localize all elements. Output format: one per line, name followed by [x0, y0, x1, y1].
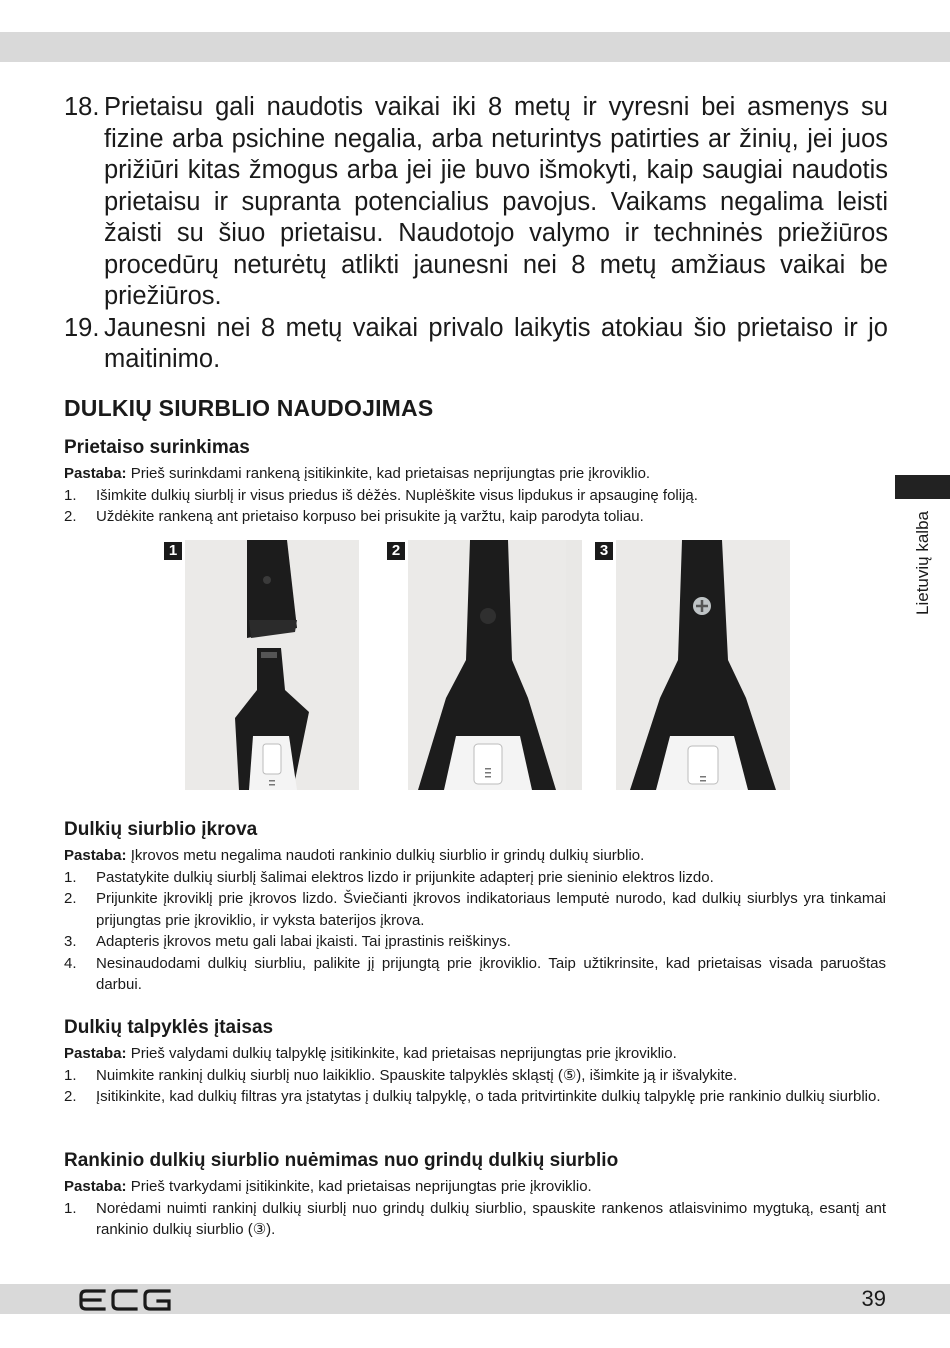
note-text: Prieš tvarkydami įsitikinkite, kad prietaisas neprijungtas prie įkroviklio.: [126, 1178, 592, 1195]
section-title: Rankinio dulkių siurblio nuėmimas nuo grindų dulkių siurblio: [64, 1150, 619, 1171]
item-number: 2.: [64, 1088, 77, 1105]
header-bar: [0, 32, 950, 62]
list-item: [64, 931, 886, 953]
handle-attached-image: [408, 540, 566, 790]
safety-list: [64, 92, 888, 376]
section-remove-handheld: [64, 1149, 886, 1241]
safety-item-18: [64, 92, 888, 313]
note: [64, 845, 886, 867]
item-number: 1.: [64, 486, 77, 504]
list-item: [64, 953, 886, 996]
item-number: 4.: [64, 954, 77, 972]
language-label-text: Lietuvių kalba: [913, 511, 932, 615]
item-text: Įsitikinkite, kad dulkių filtras yra įstatytas į dulkių talpyklę, o tada pritvirtinkite dulkių talpyklę prie rankinio dulkių siurblio.: [96, 1088, 881, 1105]
item-number: 18.: [64, 93, 100, 121]
photo-step-2: [408, 540, 582, 790]
photo-step-1: [185, 540, 359, 790]
list-item: [64, 888, 886, 931]
language-label: [910, 508, 936, 618]
item-text: Jaunesni nei 8 metų vaikai privalo laikytis atokiau šio prietaiso ir jo maitinimo.: [104, 313, 888, 373]
section-dust-container: [64, 1016, 886, 1108]
item-text: Nesinaudodami dulkių siurbliu, palikite jį prijungtą prie įkroviklio. Taip užtikrinsite, kad prietaisas visada paruoštas darbui.: [96, 954, 886, 993]
item-number: 2.: [64, 508, 77, 525]
item-text: Norėdami nuimti rankinį dulkių siurblį nuo grindų dulkių siurblio, spauskite rankenos atlaisvinimo mygtuką, esantį ant rankinio dulkių siurblio (③).: [96, 1199, 886, 1238]
list-item: [64, 506, 886, 528]
photo-label-1: 1: [164, 542, 182, 560]
note-label: Pastaba:: [64, 1178, 127, 1195]
list-item: [64, 485, 886, 507]
note: [64, 463, 886, 485]
item-text: Nuimkite rankinį dulkių siurblį nuo laikiklio. Spauskite talpyklės skląstį (⑤), išimkite ją ir išvalykite.: [96, 1066, 738, 1084]
section-charging: [64, 818, 886, 996]
item-number: 1.: [64, 1066, 77, 1084]
note: [64, 1043, 886, 1065]
note: [64, 1176, 886, 1198]
page-number: 39: [861, 1286, 886, 1311]
language-tab-marker: [895, 475, 950, 499]
item-number: 1.: [64, 1199, 77, 1217]
item-text: Uždėkite rankeną ant prietaiso korpuso bei prisukite ją varžtu, kaip parodyta toliau.: [96, 508, 644, 525]
item-text: Pastatykite dulkių siurblį šalimai elektros lizdo ir prijunkite adapterį prie sieninio elektros lizdo.: [96, 868, 714, 886]
assembly-photos: [0, 540, 950, 792]
main-heading: DULKIŲ SIURBLIO NAUDOJIMAS: [64, 395, 434, 421]
item-number: 3.: [64, 933, 77, 950]
photo-label-3: 3: [595, 542, 613, 560]
photo-step-3: [616, 540, 790, 790]
section-title: Prietaiso surinkimas: [64, 437, 250, 458]
section-title: Dulkių talpyklės įtaisas: [64, 1017, 274, 1038]
list-item: [64, 1065, 886, 1087]
safety-item-19: [64, 313, 888, 376]
photo-label-2: 2: [387, 542, 405, 560]
handle-screwed-image: [616, 540, 790, 790]
item-number: 1.: [64, 868, 77, 886]
item-number: 19.: [64, 313, 100, 342]
section-title: Dulkių siurblio įkrova: [64, 819, 258, 840]
note-text: Prieš surinkdami rankeną įsitikinkite, kad prietaisas neprijungtas prie įkroviklio.: [126, 465, 651, 482]
note-text: Prieš valydami dulkių talpyklę įsitikinkite, kad prietaisas neprijungtas prie įkroviklio.: [126, 1045, 677, 1062]
note-label: Pastaba:: [64, 1045, 127, 1062]
item-text: Prijunkite įkroviklį prie įkrovos lizdo. Šviečianti įkrovos indikatoriaus lemputė nurodo, kad dulkių siurblys yra tinkamai prijungtas prie įkroviklio, ir vyksta baterijos įkrova.: [96, 890, 886, 929]
list-item: [64, 867, 886, 889]
list-item: [64, 1198, 886, 1241]
item-text: Adapteris įkrovos metu gali labai įkaisti. Tai įprastinis reiškinys.: [96, 933, 511, 950]
note-text: Įkrovos metu negalima naudoti rankinio dulkių siurblio ir grindų dulkių siurblio.: [126, 847, 645, 864]
handle-separated-image: [185, 540, 359, 790]
section-assembly: [64, 436, 886, 528]
item-text: Prietaisu gali naudotis vaikai iki 8 metų ir vyresni bei asmenys su fizine arba psichine negalia, arba neturintys patirties ar žinių, jei juos prižiūri kitas žmogus arba jei jie buvo išmokyti, kaip saugiai naudotis prietaisu ir supranta potencialius pavojus. Vaikams negalima leisti žaisti su šiuo prietaisu. Naudotojo valymo ir techninės priežiūros procedūrų neturėtų atlikti jaunesni nei 8 metų amžiaus vaikai be priežiūros.: [104, 93, 888, 310]
list-item: [64, 1086, 886, 1108]
ecg-logo: [78, 1287, 173, 1313]
note-label: Pastaba:: [64, 465, 127, 482]
item-text: Išimkite dulkių siurblį ir visus priedus iš dėžės. Nuplėškite visus lipdukus ir apsauginę foliją.: [96, 486, 698, 504]
note-label: Pastaba:: [64, 847, 127, 864]
item-number: 2.: [64, 890, 77, 907]
